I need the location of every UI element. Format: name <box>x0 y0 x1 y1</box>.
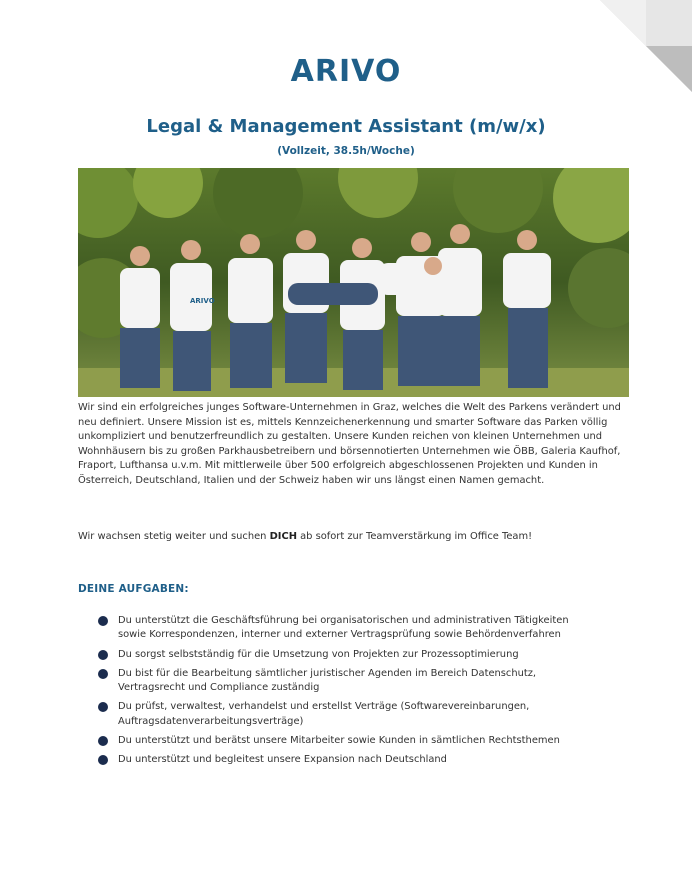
list-item <box>98 648 598 662</box>
list-item <box>98 667 598 696</box>
task-text: Du unterstützt und begleitest unsere Expansion nach Deutschland <box>118 754 447 766</box>
tasks-list <box>98 614 598 773</box>
task-text: Du unterstützt und berätst unsere Mitarbeiter sowie Kunden in sämtlichen Rechtsthemen <box>118 735 560 747</box>
job-title: Legal & Management Assistant (m/w/x) <box>146 116 546 137</box>
list-item <box>98 734 598 748</box>
task-text: Du unterstützt die Geschäftsführung bei organisatorischen und administrativen Tätigkeiten sowie Korrespondenzen, interner und externer Vertragsprüfung sowie Behördenverfahren <box>118 615 569 641</box>
team-photo <box>78 168 629 397</box>
growth-text-before: Wir wachsen stetig weiter und suchen <box>78 531 270 542</box>
list-item <box>98 614 598 643</box>
bullet-icon <box>98 755 108 765</box>
growth-highlight: DICH <box>269 531 297 542</box>
bullet-icon <box>98 736 108 746</box>
company-intro: Wir sind ein erfolgreiches junges Software-Unternehmen in Graz, welches die Welt des Parkens verändert und neu definiert. Unsere Mission ist es, mittels Kennzeichenerkennung und smarter Software das Parken völlig unkompliziert und benutzerfreundlich zu gestalten. Unsere Kunden reichen von kleinen Unternehmen und Wohnhäusern bis zu großen Parkhausbetreibern und börsennotierten Unternehmen wie ÖBB, Galeria Kaufhof, Fraport, Lufthansa u.v.m. Mit mittlerweile über 500 erfolgreich abgeschlossenen Projekten und Kunden in Österreich, Deutschland, Italien und der Schweiz haben wir uns längst einen Namen gemacht. <box>78 402 621 486</box>
arivo-logo: ARIVO <box>290 54 402 89</box>
bullet-icon <box>98 669 108 679</box>
task-text: Du prüfst, verwaltest, verhandelst und erstellst Verträge (Softwarevereinbarungen, Auftragsdatenverarbeitungsverträge) <box>118 701 530 727</box>
bullet-icon <box>98 650 108 660</box>
task-text: Du sorgst selbstständig für die Umsetzung von Projekten zur Prozessoptimierung <box>118 648 519 660</box>
bullet-icon <box>98 702 108 712</box>
shirt-logo-text: ARIVO <box>190 297 215 305</box>
task-text: Du bist für die Bearbeitung sämtlicher juristischer Agenden im Bereich Datenschutz, Vertragsrecht und Compliance zuständig <box>118 667 537 694</box>
job-subtitle: (Vollzeit, 38.5h/Woche) <box>277 145 415 157</box>
bullet-icon <box>98 616 108 626</box>
tasks-heading: DEINE AUFGABEN: <box>78 583 189 595</box>
growth-text-after: ab sofort zur Teamverstärkung im Office Team! <box>296 531 533 542</box>
growth-statement <box>78 530 630 544</box>
list-item <box>98 700 598 729</box>
list-item <box>98 753 598 767</box>
